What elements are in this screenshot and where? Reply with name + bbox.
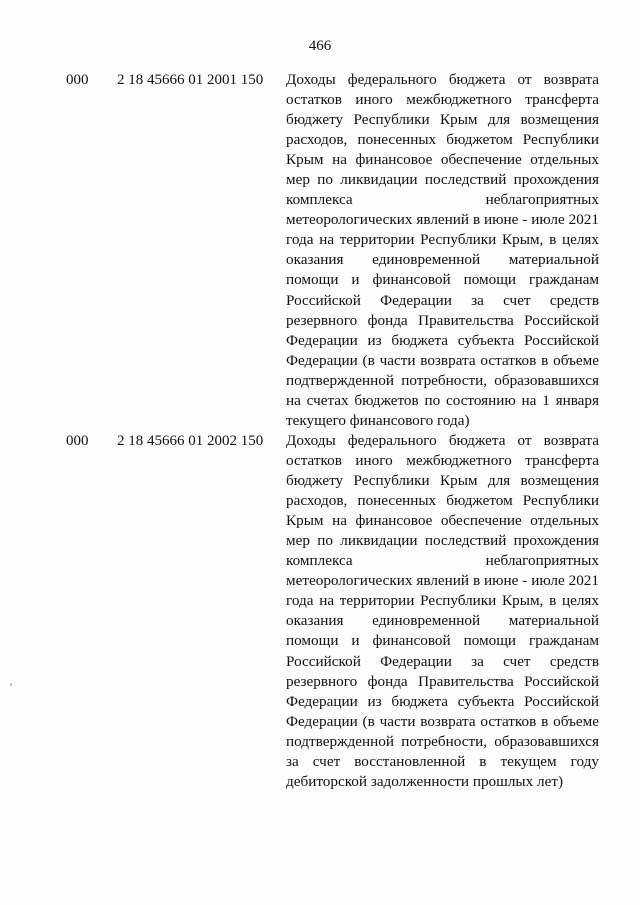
page-number: 466: [308, 38, 332, 54]
income-description: Доходы федерального бюджета от возврата остатков иного межбюджетного трансферта бюджету Республики Крым для возмещения расходов, понесенных бюджетом Республики Крым на финансовое обеспечение отдельных мер по ликвидации последствий прохождения комплекса неблагоприятных метеорологических явлений в июне - июле 2021 года на территории Республики Крым, в целях оказания единовременной материальной помощи и финансовой помощи гражданам Российской Федерации за счет средств резервного фонда Правительства Российской Федерации из бюджета субъекта Российской Федерации (в части возврата остатков в объеме подтвержденной потребности, образовавшихся на счетах бюджетов по состоянию на 1 января текущего финансового года): [286, 71, 599, 429]
admin-code: 000: [66, 72, 89, 88]
scan-artifact: [10, 683, 12, 686]
income-description: Доходы федерального бюджета от возврата остатков иного межбюджетного трансферта бюджету Республики Крым для возмещения расходов, понесенных бюджетом Республики Крым на финансовое обеспечение отдельных мер по ликвидации последствий прохождения комплекса неблагоприятных метеорологических явлений в июне - июле 2021 года на территории Республики Крым, в целях оказания единовременной материальной помощи и финансовой помощи гражданам Российской Федерации за счет средств резервного фонда Правительства Российской Федерации из бюджета субъекта Российской Федерации (в части возврата остатков в объеме подтвержденной потребности, образовавшихся за счет восстановленной в текущем году дебиторской задолженности прошлых лет): [286, 432, 599, 790]
budget-classification-code: 2 18 45666 01 2001 150: [117, 72, 264, 88]
budget-classification-code: 2 18 45666 01 2002 150: [117, 433, 264, 449]
admin-code: 000: [66, 433, 89, 449]
